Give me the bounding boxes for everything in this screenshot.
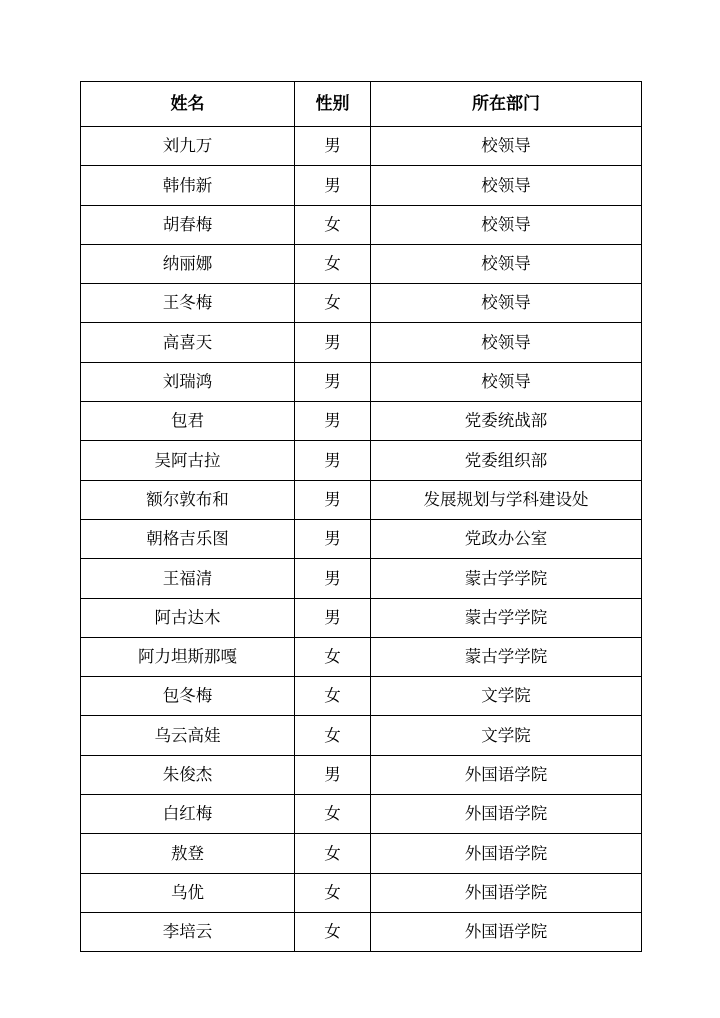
table-row: [81, 323, 642, 362]
cell-name: 乌云高娃: [81, 716, 295, 755]
cell-department: 校领导: [371, 166, 642, 205]
table-row: [81, 244, 642, 283]
cell-department: 外国语学院: [371, 834, 642, 873]
cell-department: 外国语学院: [371, 795, 642, 834]
table-row: [81, 127, 642, 166]
cell-department: 蒙古学学院: [371, 637, 642, 676]
table-row: [81, 873, 642, 912]
cell-department: 校领导: [371, 127, 642, 166]
cell-name: 朱俊杰: [81, 755, 295, 794]
cell-name: 包君: [81, 402, 295, 441]
cell-name: 阿古达木: [81, 598, 295, 637]
cell-name: 李培云: [81, 912, 295, 951]
cell-department: 校领导: [371, 323, 642, 362]
roster-table-container: [80, 81, 641, 952]
cell-department: 校领导: [371, 362, 642, 401]
cell-name: 韩伟新: [81, 166, 295, 205]
table-row: [81, 205, 642, 244]
cell-department: 党政办公室: [371, 519, 642, 558]
cell-department: 外国语学院: [371, 912, 642, 951]
table-header: [81, 82, 642, 127]
table-row: [81, 912, 642, 951]
cell-gender: 男: [295, 519, 371, 558]
table-row: [81, 637, 642, 676]
cell-name: 高喜天: [81, 323, 295, 362]
cell-department: 党委统战部: [371, 402, 642, 441]
cell-name: 吴阿古拉: [81, 441, 295, 480]
cell-name: 朝格吉乐图: [81, 519, 295, 558]
column-header-gender: 性别: [295, 82, 371, 127]
table-row: [81, 402, 642, 441]
cell-name: 刘九万: [81, 127, 295, 166]
cell-department: 外国语学院: [371, 755, 642, 794]
table-row: [81, 834, 642, 873]
cell-gender: 女: [295, 205, 371, 244]
cell-gender: 男: [295, 441, 371, 480]
cell-gender: 男: [295, 480, 371, 519]
table-row: [81, 362, 642, 401]
cell-gender: 女: [295, 834, 371, 873]
cell-name: 敖登: [81, 834, 295, 873]
cell-department: 蒙古学学院: [371, 559, 642, 598]
cell-department: 蒙古学学院: [371, 598, 642, 637]
cell-name: 王福清: [81, 559, 295, 598]
table-row: [81, 480, 642, 519]
cell-name: 王冬梅: [81, 284, 295, 323]
cell-gender: 女: [295, 795, 371, 834]
table-row: [81, 559, 642, 598]
cell-name: 纳丽娜: [81, 244, 295, 283]
cell-gender: 男: [295, 323, 371, 362]
cell-gender: 女: [295, 637, 371, 676]
cell-department: 文学院: [371, 716, 642, 755]
table-row: [81, 519, 642, 558]
cell-gender: 男: [295, 559, 371, 598]
cell-gender: 女: [295, 912, 371, 951]
cell-gender: 男: [295, 166, 371, 205]
cell-name: 额尔敦布和: [81, 480, 295, 519]
table-row: [81, 284, 642, 323]
cell-gender: 男: [295, 127, 371, 166]
cell-gender: 女: [295, 873, 371, 912]
column-header-name: 姓名: [81, 82, 295, 127]
cell-name: 乌优: [81, 873, 295, 912]
cell-name: 刘瑞鸿: [81, 362, 295, 401]
table-row: [81, 598, 642, 637]
cell-department: 校领导: [371, 244, 642, 283]
cell-gender: 女: [295, 244, 371, 283]
cell-department: 校领导: [371, 284, 642, 323]
column-header-department: 所在部门: [371, 82, 642, 127]
roster-table: [80, 81, 642, 952]
cell-department: 党委组织部: [371, 441, 642, 480]
cell-gender: 男: [295, 755, 371, 794]
cell-name: 胡春梅: [81, 205, 295, 244]
cell-name: 白红梅: [81, 795, 295, 834]
table-row: [81, 716, 642, 755]
cell-gender: 女: [295, 716, 371, 755]
cell-department: 外国语学院: [371, 873, 642, 912]
cell-gender: 男: [295, 598, 371, 637]
cell-gender: 男: [295, 402, 371, 441]
cell-gender: 女: [295, 284, 371, 323]
table-row: [81, 755, 642, 794]
cell-department: 文学院: [371, 677, 642, 716]
cell-name: 阿力坦斯那嘎: [81, 637, 295, 676]
cell-department: 校领导: [371, 205, 642, 244]
table-row: [81, 677, 642, 716]
table-row: [81, 441, 642, 480]
cell-gender: 男: [295, 362, 371, 401]
cell-gender: 女: [295, 677, 371, 716]
table-header-row: [81, 82, 642, 127]
table-row: [81, 795, 642, 834]
table-body: [81, 127, 642, 952]
cell-name: 包冬梅: [81, 677, 295, 716]
table-row: [81, 166, 642, 205]
cell-department: 发展规划与学科建设处: [371, 480, 642, 519]
